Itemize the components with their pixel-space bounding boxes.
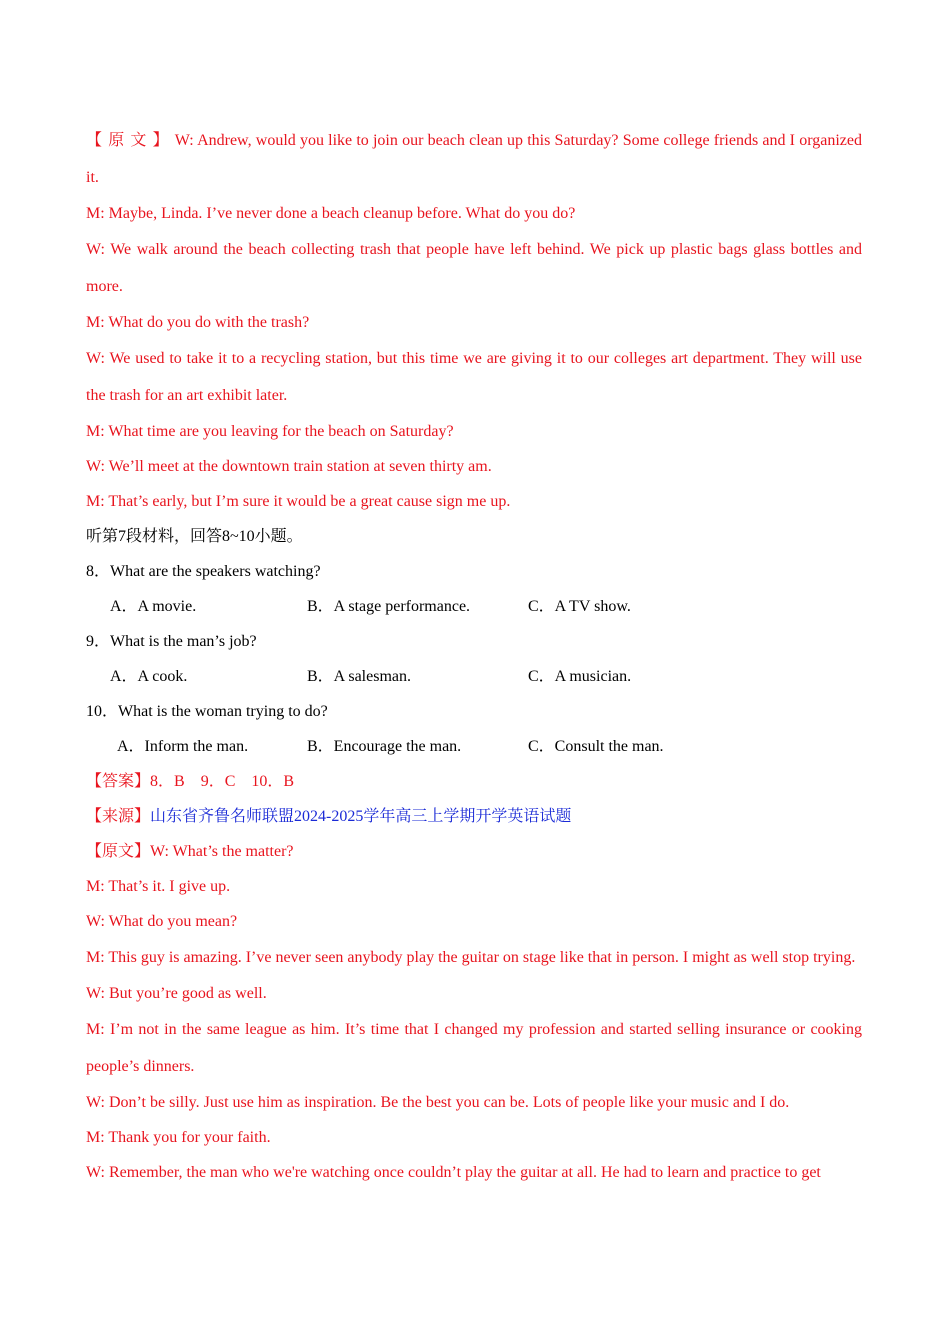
transcript-1-line-1 <box>86 122 862 196</box>
transcript-2-line-1 <box>86 834 862 869</box>
transcript-1-line-8: M: That’s early, but I’m sure it would be a great cause sign me up. <box>86 493 511 510</box>
transcript-2-line-8: M: Thank you for your faith. <box>86 1129 271 1146</box>
source-line <box>86 799 862 834</box>
answer-label: 【答案】 <box>86 773 151 790</box>
question-10-stem: 10．What is the woman trying to do? <box>86 703 328 720</box>
transcript-1-line-6: M: What time are you leaving for the beach on Saturday? <box>86 423 454 440</box>
question-8-stem: 8．What are the speakers watching? <box>86 563 321 580</box>
transcript-2-label: 【原文】 <box>86 843 151 860</box>
question-9-stem: 9．What is the man’s job? <box>86 633 257 650</box>
transcript-1-line-2: M: Maybe, Linda. I’ve never done a beach cleanup before. What do you do? <box>86 205 576 222</box>
transcript-1-line-7: W: We’ll meet at the downtown train station at seven thirty am. <box>86 458 492 475</box>
transcript-text: W: Andrew, would you like to join our beach clean up this Saturday? Some college friends and I organized it. <box>86 132 862 186</box>
section-intro: 听第7段材料，回答8~10小题。 <box>86 528 303 545</box>
transcript-2-line-5: W: But you’re good as well. <box>86 985 267 1002</box>
question-9-option-b: B．A salesman. <box>307 668 411 685</box>
document-page <box>86 122 862 1190</box>
answer-line <box>86 764 862 799</box>
question-8-option-b: B．A stage performance. <box>307 598 471 615</box>
question-10-option-c: C．Consult the man. <box>528 738 664 755</box>
transcript-1-line-5: W: We used to take it to a recycling station, but this time we are giving it to our colleges art department. They will use the trash for an art exhibit later. <box>86 350 862 404</box>
transcript-label: 【原文】 <box>86 132 175 149</box>
question-10-option-b: B．Encourage the man. <box>307 738 462 755</box>
question-9-option-a: A．A cook. <box>110 668 188 685</box>
transcript-2-line-7: W: Don’t be silly. Just use him as inspiration. Be the best you can be. Lots of people like your music and I do. <box>86 1094 790 1111</box>
question-10-option-a: A．Inform the man. <box>117 738 249 755</box>
transcript-1-line-3: W: We walk around the beach collecting trash that people have left behind. We pick up plastic bags glass bottles and more. <box>86 241 862 295</box>
transcript-2-line-6: M: I’m not in the same league as him. It’s time that I changed my profession and started selling insurance or cooking people’s dinners. <box>86 1021 862 1075</box>
question-8-options <box>86 589 862 624</box>
question-8-option-c: C．A TV show. <box>528 598 631 615</box>
transcript-2-line-4: M: This guy is amazing. I’ve never seen anybody play the guitar on stage like that in person. I might as well stop trying. <box>86 949 856 966</box>
source-label: 【来源】 <box>86 808 151 825</box>
question-8-option-a: A．A movie. <box>110 598 197 615</box>
transcript-2-line-2: M: That’s it. I give up. <box>86 878 231 895</box>
source-text: 山东省齐鲁名师联盟2024-2025学年高三上学期开学英语试题 <box>150 808 572 825</box>
answer-text: 8．B 9．C 10．B <box>150 773 295 790</box>
transcript-2-first: W: What’s the matter? <box>150 843 294 860</box>
transcript-1-line-4: M: What do you do with the trash? <box>86 314 310 331</box>
transcript-2-line-3: W: What do you mean? <box>86 913 238 930</box>
transcript-2-line-9: W: Remember, the man who we're watching once couldn’t play the guitar at all. He had to learn and practice to get <box>86 1164 821 1181</box>
question-9-options <box>86 659 862 694</box>
question-9-option-c: C．A musician. <box>528 668 632 685</box>
question-10-options <box>86 729 862 764</box>
